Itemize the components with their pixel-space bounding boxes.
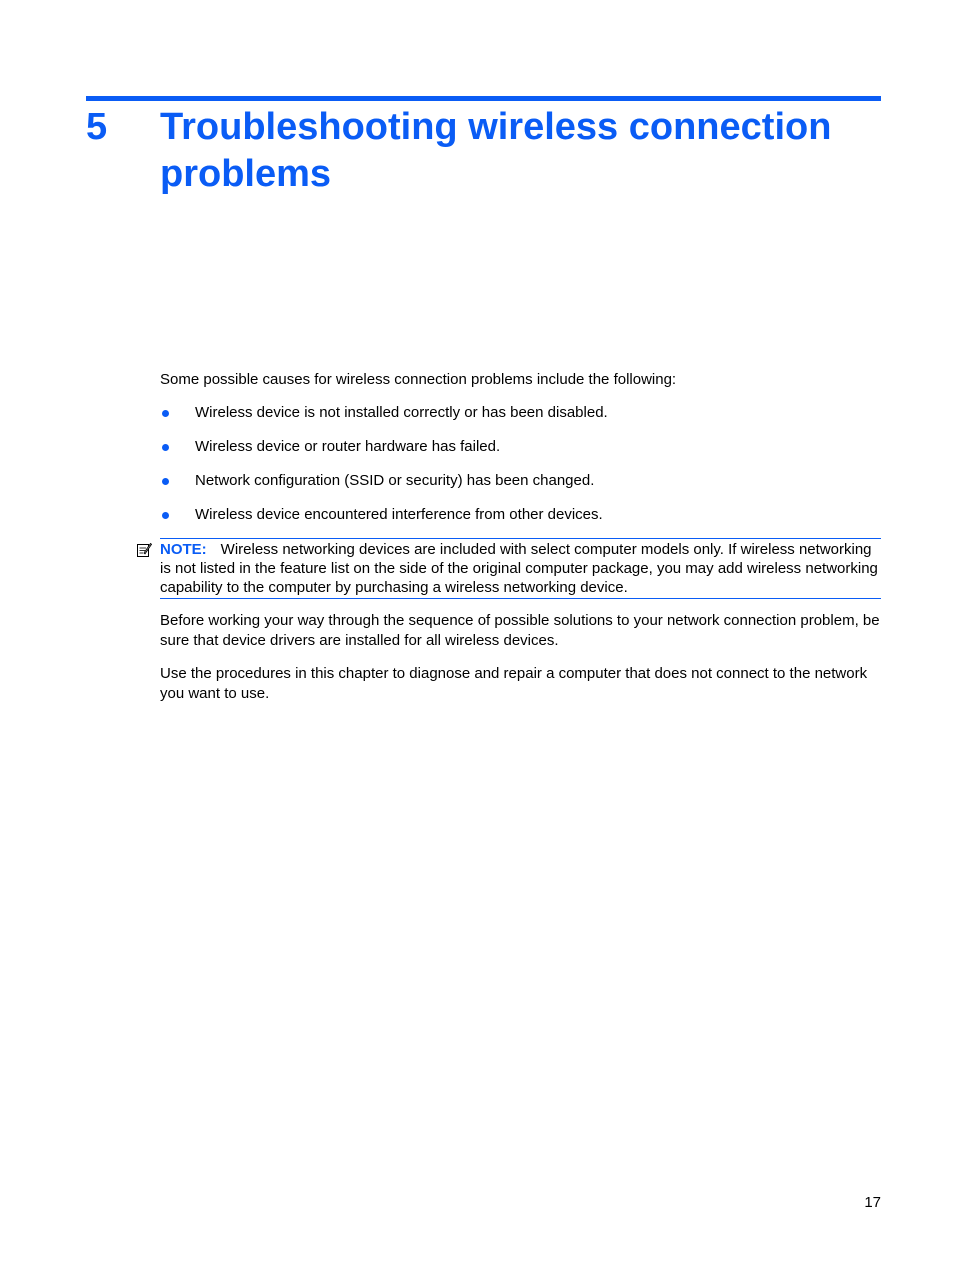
list-item [160, 437, 608, 457]
list-item-text: Wireless device is not installed correctly or has been disabled. [195, 404, 608, 421]
note-box [160, 538, 881, 599]
intro-text: Some possible causes for wireless connection problems include the following: [160, 371, 677, 388]
list-item [160, 505, 608, 525]
list-item [160, 403, 608, 423]
paragraph-drivers: Before working your way through the sequence of possible solutions to your network connection problem, be sure that device drivers are installed for all wireless devices. [160, 612, 880, 649]
list-item-text: Wireless device encountered interference from other devices. [195, 506, 603, 523]
chapter-number: 5 [86, 106, 108, 148]
note-text [160, 540, 881, 597]
bullet-icon [162, 512, 169, 519]
note-pencil-icon [136, 542, 152, 558]
page-number: 17 [864, 1194, 881, 1211]
bullet-icon [162, 410, 169, 417]
chapter-rule [86, 96, 881, 101]
bullet-icon [162, 478, 169, 485]
list-item [160, 471, 608, 491]
note-label: NOTE: [160, 541, 207, 558]
causes-list [160, 403, 608, 539]
list-item-text: Network configuration (SSID or security) has been changed. [195, 472, 595, 489]
chapter-title: Troubleshooting wireless connection problems [160, 106, 832, 195]
bullet-icon [162, 444, 169, 451]
paragraph-procedures: Use the procedures in this chapter to diagnose and repair a computer that does not connect to the network you want to use. [160, 665, 868, 702]
note-body: Wireless networking devices are included with select computer models only. If wireless networking is not listed in the feature list on the side of the original computer package, you may add wireless networking capability to the computer by purchasing a wireless networking device. [160, 541, 878, 596]
list-item-text: Wireless device or router hardware has failed. [195, 438, 501, 455]
